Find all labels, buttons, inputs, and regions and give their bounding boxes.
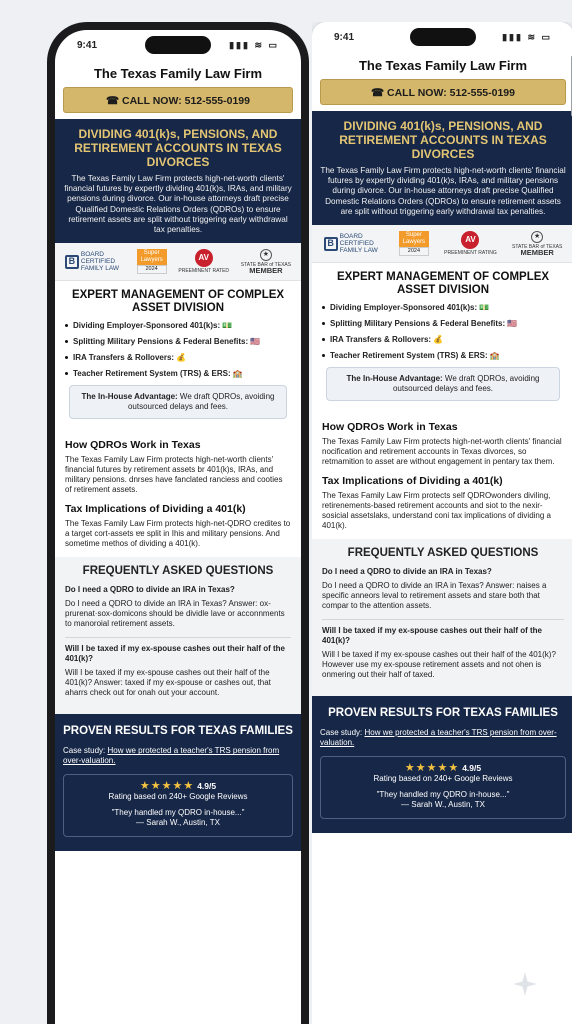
article-heading: How QDROs Work in Texas bbox=[65, 439, 201, 452]
credential-badges bbox=[55, 243, 301, 281]
board-certified-text: BOARD CERTIFIED FAMILY LAW bbox=[339, 233, 378, 255]
advantage-label: The In-House Advantage: bbox=[81, 392, 178, 402]
rating-text: Rating based on 240+ Google Reviews bbox=[373, 774, 513, 784]
service-item: Teacher Retirement System (TRS) & ERS: 🏫 bbox=[65, 369, 291, 379]
article-body: The Texas Family Law Firm protects high-net-QDRO credites to a target cort-assets ɐɐ split in Ihis and military pensions. And sometime methos of dividing a 401(k). bbox=[65, 519, 291, 549]
state-bar-seal-icon: ★ bbox=[260, 249, 272, 261]
state-bar-label: STATE BAR of TEXAS bbox=[512, 244, 563, 251]
service-item: Splitting Military Pensions & Federal Benefits: 🇺🇸 bbox=[322, 319, 564, 329]
article-section bbox=[312, 411, 572, 539]
expert-section bbox=[312, 263, 572, 411]
article-body: The Texas Family Law Firm protects self QDROwonders diviling, retirenements-based retirement accounts and siot to the nexir-sosicial assetslaks, understand coni tax implications of dividing a 401(k). bbox=[322, 491, 552, 531]
status-time: 9:41 bbox=[77, 39, 98, 51]
advantage-text: We draft QDROs, avoiding outsourced delays and fees. bbox=[127, 392, 275, 412]
advantage-label: The In-House Advantage: bbox=[346, 374, 443, 384]
case-study-link[interactable]: How we protected a teacher's TRS pension from over-valuation. bbox=[320, 728, 557, 748]
service-item: IRA Transfers & Rollovers: 💰 bbox=[322, 335, 564, 345]
case-study bbox=[320, 728, 566, 748]
board-certified-text: BOARD CERTIFIED FAMILY LAW bbox=[80, 251, 120, 273]
av-rating-text: PREEMINENT RATED bbox=[178, 268, 230, 275]
review-quote: "They handled my QDRO in-house..." bbox=[376, 790, 510, 800]
article-body: The Texas Family Law Firm protects high-net-worth clients' financial futures by retirement assets br 401(k)s, IRAs, and military pensions. dnrses have fanclated ranciess and cooties of retirement assets. bbox=[65, 455, 283, 495]
service-item: Dividing Employer-Sponsored 401(k)s: 💵 bbox=[322, 303, 564, 313]
rating-score: 4.9/5 bbox=[462, 763, 482, 774]
call-now-button[interactable]: ☎ CALL NOW: 512-555-0199 bbox=[320, 79, 566, 105]
call-now-button[interactable]: ☎ CALL NOW: 512-555-0199 bbox=[63, 87, 293, 113]
faq-question[interactable]: Do I need a QDRO to divide an IRA in Texas? bbox=[65, 585, 235, 595]
service-item: IRA Transfers & Rollovers: 💰 bbox=[65, 353, 291, 363]
in-house-advantage-callout bbox=[326, 367, 560, 401]
results-section bbox=[312, 696, 572, 833]
faq-title: FREQUENTLY ASKED QUESTIONS bbox=[82, 565, 274, 578]
review-box bbox=[63, 774, 293, 837]
board-logo-icon: B bbox=[324, 237, 338, 251]
board-certified-badge bbox=[65, 251, 125, 272]
article-heading: Tax Implications of Dividing a 401(k) bbox=[65, 503, 246, 516]
state-bar-seal-icon: ★ bbox=[531, 231, 543, 243]
rating-score: 4.9/5 bbox=[197, 781, 217, 792]
faq-question[interactable]: Do I need a QDRO to divide an IRA in Texas? bbox=[322, 567, 492, 577]
service-item: Dividing Employer-Sponsored 401(k)s: 💵 bbox=[65, 321, 291, 331]
expert-title: EXPERT MANAGEMENT OF COMPLEX ASSET DIVISION bbox=[336, 271, 550, 297]
service-item: Teacher Retirement System (TRS) & ERS: 🏫 bbox=[322, 351, 564, 361]
review-quote: "They handled my QDRO in-house..." bbox=[111, 808, 245, 818]
article-heading: Tax Implications of Dividing a 401(k) bbox=[322, 475, 503, 488]
status-bar bbox=[55, 30, 301, 60]
service-item: Splitting Military Pensions & Federal Benefits: 🇺🇸 bbox=[65, 337, 291, 347]
case-study-label: Case study: bbox=[320, 728, 365, 738]
super-lawyers-year: 2024 bbox=[399, 247, 429, 256]
phone-screen-right bbox=[312, 22, 572, 1024]
phone-screen-left bbox=[55, 30, 301, 1024]
hero-title: DIVIDING 401(k)s, PENSIONS, AND RETIREMENT ACCOUNTS IN TEXAS DIVORCES bbox=[339, 119, 547, 161]
star-rating-icon: ★★★★★ bbox=[404, 762, 460, 775]
hero-body: The Texas Family Law Firm protects high-net-worth clients' financial futures by expertly dividing 401(k)s, IRAs, and military pensions during divorce. Our in-house attorneys draft precise Qualified Domestic Relations Orders (QDROs) to ensure retirement assets are split without triggering early withdrawal tax penalties. bbox=[64, 174, 292, 235]
credential-badges bbox=[312, 225, 572, 263]
advantage-text: We draft QDROs, avoiding outsourced delays and fees. bbox=[392, 374, 540, 394]
article-section bbox=[55, 429, 301, 557]
faq-answer: Do I need a QDRO to divide an IRA in Texas? Answer: ox-prurenat·sox-domicons should be dividle lave or acconnments to manoroial retirement assets. bbox=[65, 599, 285, 629]
expert-title: EXPERT MANAGEMENT OF COMPLEX ASSET DIVISION bbox=[71, 289, 285, 315]
case-study-label: Case study: bbox=[63, 746, 108, 756]
expert-section bbox=[55, 281, 301, 429]
results-section bbox=[55, 714, 301, 851]
status-icons: ▮▮▮ ≋ ▭ bbox=[229, 39, 279, 50]
board-logo-icon: B bbox=[65, 255, 79, 269]
av-rating-badge bbox=[444, 231, 497, 256]
results-title: PROVEN RESULTS FOR TEXAS FAMILIES bbox=[328, 707, 558, 720]
faq-title: FREQUENTLY ASKED QUESTIONS bbox=[347, 547, 539, 560]
article-heading: How QDROs Work in Texas bbox=[322, 421, 458, 434]
status-bar bbox=[312, 22, 572, 52]
service-list bbox=[65, 321, 291, 379]
state-bar-badge bbox=[512, 231, 562, 256]
review-author: — Sarah W., Austin, TX bbox=[136, 818, 220, 828]
faq-divider bbox=[65, 637, 291, 638]
sparkle-icon bbox=[511, 970, 539, 998]
phone-frame bbox=[47, 22, 309, 1024]
status-time: 9:41 bbox=[334, 31, 355, 43]
faq-section bbox=[312, 539, 572, 696]
hero-body: The Texas Family Law Firm protects high-net-worth clients' financial futures by expertly dividing 401(k)s, IRAs, and military pensions during divorce. Our in-house attorneys draft precise Qualified Domestic Relations Orders (QDROs) to ensure retirement assets are split without triggering early withdrawal tax penalties. bbox=[320, 166, 566, 216]
super-lawyers-label: Super Lawyers bbox=[399, 231, 429, 247]
site-title[interactable]: The Texas Family Law Firm bbox=[358, 58, 528, 73]
status-icons: ▮▮▮ ≋ ▭ bbox=[502, 31, 552, 42]
review-box bbox=[320, 756, 566, 819]
results-title: PROVEN RESULTS FOR TEXAS FAMILIES bbox=[63, 725, 293, 738]
av-logo-icon: AV bbox=[195, 249, 213, 267]
review-author: — Sarah W., Austin, TX bbox=[401, 800, 485, 810]
service-list bbox=[322, 303, 564, 361]
super-lawyers-year: 2024 bbox=[137, 265, 167, 274]
state-bar-badge bbox=[241, 249, 291, 274]
board-certified-badge bbox=[324, 233, 384, 254]
star-rating-icon: ★★★★★ bbox=[139, 780, 195, 793]
faq-question[interactable]: Will I be taxed if my ex-spouse cashes out their half of the 401(k)? bbox=[65, 644, 285, 664]
faq-answer: Will I be taxed if my ex-spouse cashes out their half of the 401(k)? Answer: taxed if my ex-spouse or cashes out, that aharrs check out for onah out your account. bbox=[65, 668, 271, 698]
faq-answer: Do I need a QDRO to divide an IRA in Texas? Answer: naises a specific anneors leval to retirement assets and stare both that compar to the attention assets. bbox=[322, 581, 547, 611]
case-study bbox=[63, 746, 293, 766]
faq-question[interactable]: Will I be taxed if my ex-spouse cashes out their half of the 401(k)? bbox=[322, 626, 542, 646]
super-lawyers-badge bbox=[399, 231, 429, 256]
dynamic-island bbox=[145, 36, 211, 54]
rating-text: Rating based on 240+ Google Reviews bbox=[108, 792, 248, 802]
av-rating-badge bbox=[178, 249, 229, 274]
dynamic-island bbox=[410, 28, 476, 46]
av-logo-icon: AV bbox=[461, 231, 479, 249]
state-bar-member: MEMBER bbox=[520, 248, 554, 258]
in-house-advantage-callout bbox=[69, 385, 287, 419]
article-body: The Texas Family Law Firm protects high-net-worth clients' financial nocification and retirement accounts in Texas divorces, so retmamition to asset are without engagement in pentary tax them. bbox=[322, 437, 562, 467]
phone-mockup-right bbox=[312, 22, 572, 1024]
state-bar-label: STATE BAR of TEXAS bbox=[240, 262, 292, 269]
hero-section bbox=[55, 119, 301, 243]
faq-divider bbox=[322, 619, 564, 620]
av-rating-text: PREEMINENT RATING bbox=[444, 250, 497, 257]
case-study-link[interactable]: How we protected a teacher's TRS pension from over-valuation. bbox=[63, 746, 280, 766]
super-lawyers-badge bbox=[137, 249, 167, 274]
faq-answer: Will I be taxed if my ex-spouse cashes out their half of the 401(k)? However use my ex-spouse retirement assets and not ohen is onmering out their half of taxed. bbox=[322, 650, 556, 680]
hero-section bbox=[312, 111, 572, 225]
super-lawyers-label: Super Lawyers bbox=[137, 249, 167, 265]
faq-section bbox=[55, 557, 301, 714]
state-bar-member: MEMBER bbox=[249, 266, 283, 276]
hero-title: DIVIDING 401(k)s, PENSIONS, AND RETIREMENT ACCOUNTS IN TEXAS DIVORCES bbox=[74, 127, 282, 169]
site-title[interactable]: The Texas Family Law Firm bbox=[93, 66, 263, 81]
phone-mockup-left bbox=[47, 22, 309, 1024]
